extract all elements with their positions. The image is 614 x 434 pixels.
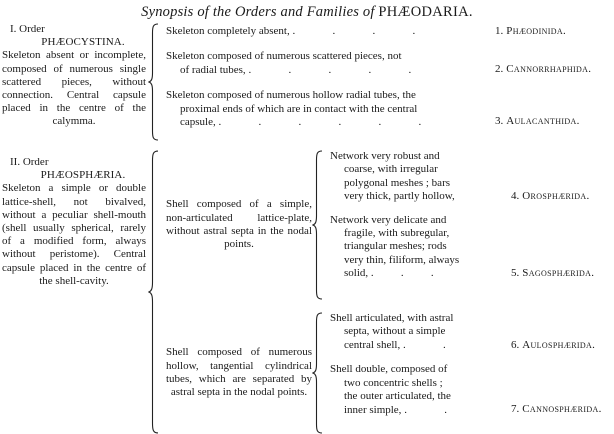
subentry-5-line5 — [330, 267, 506, 280]
subentry-6-leaders: . . — [402, 338, 446, 351]
family-5-name: Sagosphærida. — [522, 266, 595, 279]
subentry-4-line3: polygonal meshes ; bars — [344, 176, 451, 189]
entry-2-leaders: . . . . . — [248, 63, 412, 76]
subentry-7-text — [324, 363, 506, 417]
synopsis-table — [0, 23, 614, 434]
order-2-groups — [160, 150, 602, 434]
order-2-number: II. Order — [10, 156, 49, 168]
family-1-name: Phæodinida. — [506, 25, 567, 37]
family-4 — [506, 150, 614, 203]
order-2-definition: Skeleton a simple or double lattice-shell, not bivalved, without a peculiar shell-mouth (shell usually spherical, rarely of a modified form, always without peristome). Central capsule placed in the centre of the shell-cavity. — [2, 182, 146, 287]
subentry-6-line3 — [330, 339, 506, 352]
family-6-name: Aulosphærida. — [522, 339, 596, 351]
group-1-middle — [160, 150, 312, 300]
order-1-definition: Skeleton absent or incomplete, composed of numerous single scattered pieces, without connection. Central capsule placed in the centre of the calymma. — [2, 49, 146, 128]
subentry-7-label-line4: inner simple, — [344, 403, 402, 416]
entry-row-1 — [160, 25, 567, 38]
order-block-1 — [0, 23, 614, 141]
family-3-name: Aulacanthida. — [506, 115, 580, 128]
subentry-5-leaders: . . . — [370, 267, 434, 280]
entry-3-line2: proximal ends of which are in contact with the central — [180, 102, 418, 115]
entry-row-3 — [160, 89, 580, 129]
page-title-italic: Synopsis of the Orders and Families of — [141, 4, 379, 20]
order-2-group-1 — [160, 150, 595, 300]
page-title-smallcaps: PHÆODARIA. — [378, 4, 473, 20]
entry-1-text — [160, 25, 490, 38]
subentry-6-label-line3: central shell, — [344, 338, 401, 351]
subentry-4-line1: Network very robust and — [330, 150, 440, 162]
order-2-brace — [148, 150, 160, 434]
family-7-number: 7. — [511, 403, 520, 416]
family-5 — [506, 214, 614, 280]
order-block-2 — [0, 150, 614, 434]
order-1-description-column — [0, 23, 148, 141]
subentry-row-7 — [324, 363, 602, 417]
subentry-6-line2: septa, without a simple — [344, 325, 446, 338]
family-4-number: 4. — [511, 190, 520, 202]
order-2-name: PHÆOSPHÆRIA. — [40, 169, 126, 182]
family-2-name: Cannorrhaphida. — [506, 63, 592, 76]
subentry-5-label-line5: solid, — [344, 267, 369, 280]
family-6 — [506, 312, 614, 352]
subentry-row-5 — [324, 213, 595, 281]
subentry-7-line4 — [330, 404, 506, 417]
order-2-group-2 — [160, 312, 602, 434]
group-1-subentries — [324, 150, 595, 300]
entry-3-line3 — [166, 116, 490, 129]
order-1-number: I. Order — [10, 23, 45, 35]
family-3 — [490, 89, 610, 128]
group-1-middle-text: Shell composed of a simple, non-articulated lattice-plate, without astral septa in the nodal points. — [166, 198, 312, 251]
subentry-7-leaders: . . — [404, 403, 447, 416]
entry-2-label-line2: of radial tubes, — [180, 63, 246, 76]
entry-3-label-line3: capsule, — [180, 116, 216, 129]
entry-2-text — [160, 50, 490, 77]
entry-3-text — [160, 89, 490, 129]
subentry-4-line2: coarse, with irregular — [344, 163, 438, 176]
entry-row-2 — [160, 50, 592, 77]
group-2-brace — [312, 312, 324, 434]
subentry-row-6 — [324, 312, 596, 352]
entry-2-label-line1: Skeleton composed of numerous scattered pieces, not — [166, 50, 402, 63]
family-5-number: 5. — [511, 266, 520, 279]
entry-1-label: Skeleton completely absent, — [166, 25, 290, 37]
subentry-4-line4: very thick, partly hollow, — [344, 190, 455, 203]
subentry-6-text — [324, 312, 506, 352]
page-title — [0, 0, 614, 21]
family-2 — [490, 50, 610, 76]
subentry-4-text — [324, 150, 506, 204]
family-6-number: 6. — [511, 339, 520, 351]
order-2-description-column — [0, 150, 148, 434]
subentry-5-line2: fragile, with subregular, — [344, 227, 450, 240]
subentry-5-line4: very thin, filiform, always — [344, 253, 460, 266]
order-1-brace — [148, 23, 160, 141]
subentry-5-text — [324, 214, 506, 281]
entry-2-line2 — [166, 64, 490, 77]
order-1-name: PHÆOCYSTINA. — [41, 36, 125, 49]
family-2-number: 2. — [495, 63, 504, 76]
subentry-7-line1: Shell double, composed of — [330, 363, 448, 376]
family-1 — [490, 25, 610, 38]
entry-1-leaders: . . . . — [292, 25, 416, 37]
family-4-name: Orosphærida. — [522, 190, 590, 202]
order-1-entries-column — [160, 23, 592, 141]
group-2-middle — [160, 312, 312, 434]
group-2-subentries — [324, 312, 602, 434]
group-2-middle-text: Shell composed of numerous hollow, tangential cylindrical tubes, which are separated by astral septa in the nodal points. — [166, 346, 312, 399]
group-1-brace — [312, 150, 324, 300]
subentry-row-4 — [324, 150, 590, 204]
subentry-7-line2: two concentric shells ; — [344, 376, 443, 389]
family-7 — [506, 363, 614, 416]
family-3-number: 3. — [495, 115, 504, 128]
subentry-7-line3: the outer articulated, the — [344, 390, 451, 403]
entry-3-label-line1: Skeleton composed of numerous hollow radial tubes, the — [166, 89, 416, 102]
family-1-number: 1. — [495, 25, 504, 37]
subentry-5-line3: triangular meshes; rods — [344, 240, 447, 253]
subentry-6-line1: Shell articulated, with astral — [330, 312, 454, 324]
entry-3-leaders: . . . . . . — [218, 116, 422, 129]
family-7-name: Cannosphærida. — [522, 403, 602, 416]
subentry-5-line1: Network very delicate and — [330, 213, 447, 226]
